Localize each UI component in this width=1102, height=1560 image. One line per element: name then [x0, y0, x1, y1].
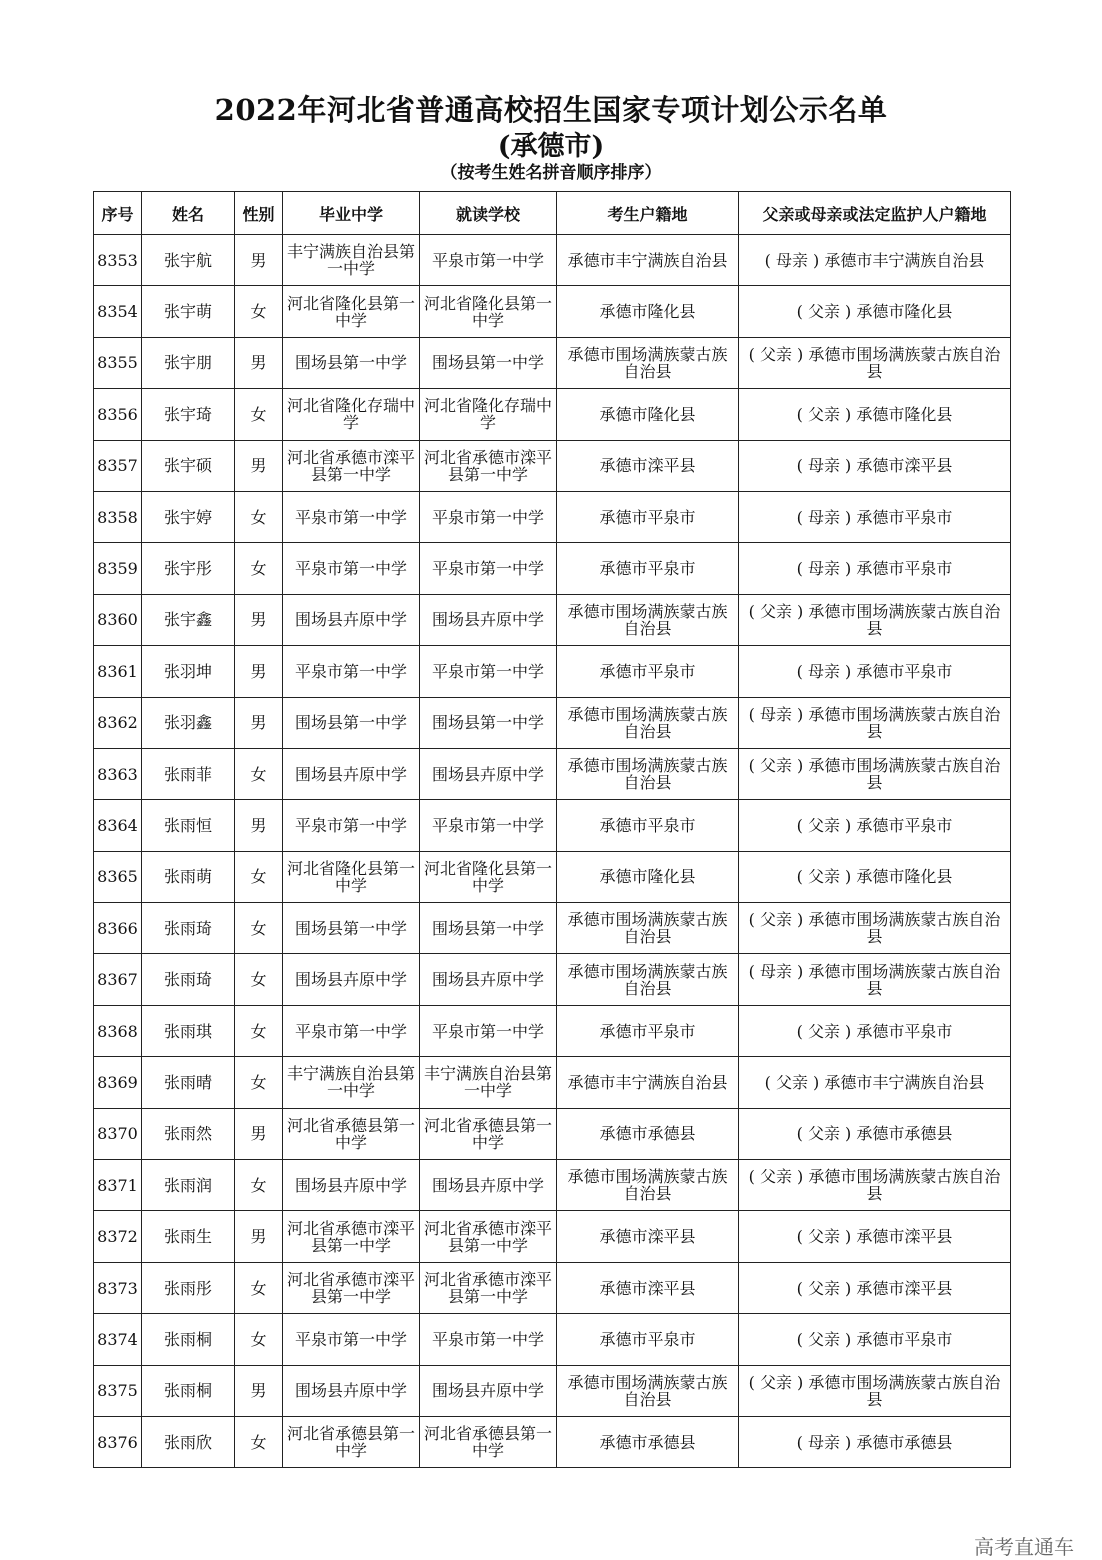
cell-current-school: 围场县第一中学 — [420, 337, 557, 388]
cell-name: 张雨菲 — [142, 748, 235, 799]
table-row — [94, 440, 1011, 491]
cell-gender: 男 — [235, 1108, 283, 1159]
table-row — [94, 1005, 1011, 1056]
cell-seq: 8357 — [94, 440, 142, 491]
cell-guardian-household: ( 父亲 ) 承德市平泉市 — [739, 1005, 1011, 1056]
cell-household: 承德市承德县 — [557, 1416, 739, 1467]
col-header-guardian-household: 父亲或母亲或法定监护人户籍地 — [739, 192, 1011, 235]
cell-gender: 女 — [235, 1416, 283, 1467]
cell-current-school: 平泉市第一中学 — [420, 235, 557, 286]
cell-name: 张宇萌 — [142, 286, 235, 337]
cell-guardian-household: ( 父亲 ) 承德市隆化县 — [739, 286, 1011, 337]
cell-name: 张雨琪 — [142, 1005, 235, 1056]
table-row — [94, 1365, 1011, 1416]
cell-gender: 男 — [235, 1211, 283, 1262]
sort-note: （按考生姓名拼音顺序排序） — [440, 163, 662, 183]
cell-grad-school: 平泉市第一中学 — [283, 1005, 420, 1056]
cell-grad-school: 河北省承德市滦平县第一中学 — [283, 1262, 420, 1313]
cell-grad-school: 平泉市第一中学 — [283, 543, 420, 594]
cell-grad-school: 围场县第一中学 — [283, 903, 420, 954]
cell-gender: 女 — [235, 389, 283, 440]
cell-household: 承德市平泉市 — [557, 800, 739, 851]
cell-seq: 8370 — [94, 1108, 142, 1159]
table-row — [94, 235, 1011, 286]
page-title: 2022年河北省普通高校招生国家专项计划公示名单 — [214, 93, 888, 127]
table-body — [94, 235, 1011, 1468]
watermark: 高考直通车 — [974, 1535, 1074, 1559]
cell-name: 张雨恒 — [142, 800, 235, 851]
cell-seq: 8358 — [94, 491, 142, 542]
cell-household: 承德市滦平县 — [557, 440, 739, 491]
cell-household: 承德市平泉市 — [557, 646, 739, 697]
cell-gender: 女 — [235, 1160, 283, 1211]
cell-current-school: 围场县卉原中学 — [420, 748, 557, 799]
cell-guardian-household: ( 父亲 ) 承德市平泉市 — [739, 1314, 1011, 1365]
cell-seq: 8355 — [94, 337, 142, 388]
cell-gender: 女 — [235, 1005, 283, 1056]
cell-household: 承德市围场满族蒙古族自治县 — [557, 1365, 739, 1416]
cell-seq: 8353 — [94, 235, 142, 286]
cell-seq: 8374 — [94, 1314, 142, 1365]
cell-seq: 8360 — [94, 594, 142, 645]
table-header-row — [94, 192, 1011, 235]
cell-gender: 女 — [235, 954, 283, 1005]
cell-household: 承德市隆化县 — [557, 389, 739, 440]
cell-gender: 女 — [235, 1262, 283, 1313]
cell-guardian-household: ( 父亲 ) 承德市围场满族蒙古族自治县 — [739, 337, 1011, 388]
cell-household: 承德市平泉市 — [557, 543, 739, 594]
cell-guardian-household: ( 父亲 ) 承德市平泉市 — [739, 800, 1011, 851]
cell-name: 张雨欣 — [142, 1416, 235, 1467]
cell-name: 张宇朋 — [142, 337, 235, 388]
cell-seq: 8364 — [94, 800, 142, 851]
cell-name: 张雨彤 — [142, 1262, 235, 1313]
cell-guardian-household: ( 母亲 ) 承德市承德县 — [739, 1416, 1011, 1467]
cell-grad-school: 丰宁满族自治县第一中学 — [283, 235, 420, 286]
cell-name: 张宇彤 — [142, 543, 235, 594]
cell-current-school: 围场县卉原中学 — [420, 1160, 557, 1211]
cell-current-school: 围场县卉原中学 — [420, 954, 557, 1005]
cell-name: 张雨琦 — [142, 954, 235, 1005]
cell-guardian-household: ( 父亲 ) 承德市围场满族蒙古族自治县 — [739, 1160, 1011, 1211]
col-header-grad-school: 毕业中学 — [283, 192, 420, 235]
cell-name: 张羽坤 — [142, 646, 235, 697]
table-row — [94, 286, 1011, 337]
cell-seq: 8371 — [94, 1160, 142, 1211]
cell-grad-school: 河北省隆化县第一中学 — [283, 286, 420, 337]
cell-household: 承德市丰宁满族自治县 — [557, 235, 739, 286]
cell-guardian-household: ( 父亲 ) 承德市隆化县 — [739, 851, 1011, 902]
cell-seq: 8361 — [94, 646, 142, 697]
cell-household: 承德市围场满族蒙古族自治县 — [557, 337, 739, 388]
cell-current-school: 河北省承德县第一中学 — [420, 1108, 557, 1159]
cell-current-school: 河北省隆化县第一中学 — [420, 286, 557, 337]
cell-guardian-household: ( 父亲 ) 承德市围场满族蒙古族自治县 — [739, 1365, 1011, 1416]
cell-grad-school: 河北省承德县第一中学 — [283, 1416, 420, 1467]
cell-guardian-household: ( 父亲 ) 承德市承德县 — [739, 1108, 1011, 1159]
cell-grad-school: 围场县卉原中学 — [283, 594, 420, 645]
table-row — [94, 1416, 1011, 1467]
cell-guardian-household: ( 母亲 ) 承德市平泉市 — [739, 543, 1011, 594]
cell-grad-school: 围场县卉原中学 — [283, 1365, 420, 1416]
table-row — [94, 748, 1011, 799]
cell-grad-school: 围场县卉原中学 — [283, 954, 420, 1005]
table-row — [94, 1211, 1011, 1262]
cell-current-school: 围场县第一中学 — [420, 697, 557, 748]
cell-current-school: 河北省承德市滦平县第一中学 — [420, 1262, 557, 1313]
cell-gender: 女 — [235, 491, 283, 542]
table-row — [94, 697, 1011, 748]
cell-current-school: 围场县卉原中学 — [420, 594, 557, 645]
table-row — [94, 491, 1011, 542]
cell-seq: 8375 — [94, 1365, 142, 1416]
table-row — [94, 1262, 1011, 1313]
cell-current-school: 平泉市第一中学 — [420, 543, 557, 594]
cell-grad-school: 河北省承德市滦平县第一中学 — [283, 1211, 420, 1262]
cell-guardian-household: ( 父亲 ) 承德市滦平县 — [739, 1211, 1011, 1262]
cell-seq: 8376 — [94, 1416, 142, 1467]
cell-current-school: 平泉市第一中学 — [420, 646, 557, 697]
cell-guardian-household: ( 母亲 ) 承德市平泉市 — [739, 646, 1011, 697]
cell-gender: 女 — [235, 903, 283, 954]
cell-gender: 女 — [235, 543, 283, 594]
table-row — [94, 543, 1011, 594]
cell-household: 承德市承德县 — [557, 1108, 739, 1159]
cell-seq: 8373 — [94, 1262, 142, 1313]
cell-gender: 女 — [235, 748, 283, 799]
table-row — [94, 1108, 1011, 1159]
col-header-gender: 性别 — [235, 192, 283, 235]
cell-grad-school: 河北省承德县第一中学 — [283, 1108, 420, 1159]
table-row — [94, 389, 1011, 440]
cell-seq: 8367 — [94, 954, 142, 1005]
cell-grad-school: 丰宁满族自治县第一中学 — [283, 1057, 420, 1108]
cell-name: 张宇鑫 — [142, 594, 235, 645]
cell-grad-school: 平泉市第一中学 — [283, 800, 420, 851]
cell-current-school: 围场县卉原中学 — [420, 1365, 557, 1416]
cell-guardian-household: ( 父亲 ) 承德市滦平县 — [739, 1262, 1011, 1313]
table-row — [94, 1057, 1011, 1108]
cell-name: 张雨桐 — [142, 1365, 235, 1416]
cell-current-school: 河北省承德县第一中学 — [420, 1416, 557, 1467]
cell-guardian-household: ( 父亲 ) 承德市围场满族蒙古族自治县 — [739, 594, 1011, 645]
cell-household: 承德市平泉市 — [557, 1005, 739, 1056]
table-row — [94, 800, 1011, 851]
cell-gender: 女 — [235, 286, 283, 337]
cell-grad-school: 平泉市第一中学 — [283, 1314, 420, 1365]
cell-name: 张雨琦 — [142, 903, 235, 954]
cell-household: 承德市围场满族蒙古族自治县 — [557, 1160, 739, 1211]
cell-current-school: 丰宁满族自治县第一中学 — [420, 1057, 557, 1108]
col-header-name: 姓名 — [142, 192, 235, 235]
cell-name: 张雨润 — [142, 1160, 235, 1211]
cell-name: 张雨萌 — [142, 851, 235, 902]
cell-guardian-household: ( 母亲 ) 承德市平泉市 — [739, 491, 1011, 542]
cell-grad-school: 围场县卉原中学 — [283, 748, 420, 799]
cell-grad-school: 河北省隆化存瑞中学 — [283, 389, 420, 440]
col-header-household: 考生户籍地 — [557, 192, 739, 235]
cell-name: 张宇航 — [142, 235, 235, 286]
cell-gender: 女 — [235, 1314, 283, 1365]
cell-household: 承德市平泉市 — [557, 1314, 739, 1365]
cell-guardian-household: ( 母亲 ) 承德市滦平县 — [739, 440, 1011, 491]
table-row — [94, 646, 1011, 697]
city-subtitle: (承德市) — [497, 131, 605, 162]
cell-household: 承德市围场满族蒙古族自治县 — [557, 954, 739, 1005]
cell-guardian-household: ( 父亲 ) 承德市围场满族蒙古族自治县 — [739, 748, 1011, 799]
table-row — [94, 903, 1011, 954]
cell-gender: 男 — [235, 646, 283, 697]
cell-guardian-household: ( 父亲 ) 承德市丰宁满族自治县 — [739, 1057, 1011, 1108]
cell-household: 承德市丰宁满族自治县 — [557, 1057, 739, 1108]
cell-gender: 男 — [235, 235, 283, 286]
cell-grad-school: 河北省承德市滦平县第一中学 — [283, 440, 420, 491]
cell-current-school: 平泉市第一中学 — [420, 800, 557, 851]
cell-gender: 男 — [235, 697, 283, 748]
cell-gender: 男 — [235, 800, 283, 851]
col-header-current-school: 就读学校 — [420, 192, 557, 235]
cell-household: 承德市围场满族蒙古族自治县 — [557, 594, 739, 645]
cell-name: 张雨晴 — [142, 1057, 235, 1108]
cell-guardian-household: ( 父亲 ) 承德市隆化县 — [739, 389, 1011, 440]
cell-grad-school: 围场县第一中学 — [283, 337, 420, 388]
cell-seq: 8362 — [94, 697, 142, 748]
cell-household: 承德市隆化县 — [557, 851, 739, 902]
cell-grad-school: 围场县第一中学 — [283, 697, 420, 748]
cell-seq: 8365 — [94, 851, 142, 902]
cell-name: 张宇琦 — [142, 389, 235, 440]
table-row — [94, 954, 1011, 1005]
cell-household: 承德市隆化县 — [557, 286, 739, 337]
cell-household: 承德市围场满族蒙古族自治县 — [557, 903, 739, 954]
cell-household: 承德市围场满族蒙古族自治县 — [557, 697, 739, 748]
cell-name: 张雨桐 — [142, 1314, 235, 1365]
cell-gender: 男 — [235, 337, 283, 388]
table-row — [94, 337, 1011, 388]
cell-current-school: 河北省承德市滦平县第一中学 — [420, 1211, 557, 1262]
cell-name: 张羽鑫 — [142, 697, 235, 748]
col-header-seq: 序号 — [94, 192, 142, 235]
cell-seq: 8354 — [94, 286, 142, 337]
cell-household: 承德市围场满族蒙古族自治县 — [557, 748, 739, 799]
cell-gender: 女 — [235, 851, 283, 902]
cell-grad-school: 河北省隆化县第一中学 — [283, 851, 420, 902]
cell-seq: 8372 — [94, 1211, 142, 1262]
cell-seq: 8368 — [94, 1005, 142, 1056]
cell-guardian-household: ( 父亲 ) 承德市围场满族蒙古族自治县 — [739, 903, 1011, 954]
cell-current-school: 平泉市第一中学 — [420, 1005, 557, 1056]
roster-table — [93, 191, 1011, 1468]
cell-grad-school: 围场县卉原中学 — [283, 1160, 420, 1211]
cell-current-school: 河北省隆化县第一中学 — [420, 851, 557, 902]
cell-household: 承德市滦平县 — [557, 1262, 739, 1313]
cell-guardian-household: ( 母亲 ) 承德市丰宁满族自治县 — [739, 235, 1011, 286]
cell-current-school: 围场县第一中学 — [420, 903, 557, 954]
cell-seq: 8369 — [94, 1057, 142, 1108]
cell-gender: 男 — [235, 594, 283, 645]
table-row — [94, 1160, 1011, 1211]
cell-name: 张雨然 — [142, 1108, 235, 1159]
cell-household: 承德市平泉市 — [557, 491, 739, 542]
cell-name: 张宇硕 — [142, 440, 235, 491]
cell-name: 张雨生 — [142, 1211, 235, 1262]
cell-grad-school: 平泉市第一中学 — [283, 491, 420, 542]
cell-guardian-household: ( 母亲 ) 承德市围场满族蒙古族自治县 — [739, 697, 1011, 748]
cell-grad-school: 平泉市第一中学 — [283, 646, 420, 697]
cell-seq: 8356 — [94, 389, 142, 440]
cell-current-school: 河北省隆化存瑞中学 — [420, 389, 557, 440]
cell-current-school: 平泉市第一中学 — [420, 491, 557, 542]
cell-household: 承德市滦平县 — [557, 1211, 739, 1262]
table-row — [94, 594, 1011, 645]
cell-gender: 男 — [235, 1365, 283, 1416]
table-row — [94, 851, 1011, 902]
cell-gender: 男 — [235, 440, 283, 491]
cell-current-school: 平泉市第一中学 — [420, 1314, 557, 1365]
cell-gender: 女 — [235, 1057, 283, 1108]
cell-name: 张宇婷 — [142, 491, 235, 542]
cell-seq: 8363 — [94, 748, 142, 799]
table-row — [94, 1314, 1011, 1365]
cell-current-school: 河北省承德市滦平县第一中学 — [420, 440, 557, 491]
cell-seq: 8359 — [94, 543, 142, 594]
cell-seq: 8366 — [94, 903, 142, 954]
cell-guardian-household: ( 母亲 ) 承德市围场满族蒙古族自治县 — [739, 954, 1011, 1005]
